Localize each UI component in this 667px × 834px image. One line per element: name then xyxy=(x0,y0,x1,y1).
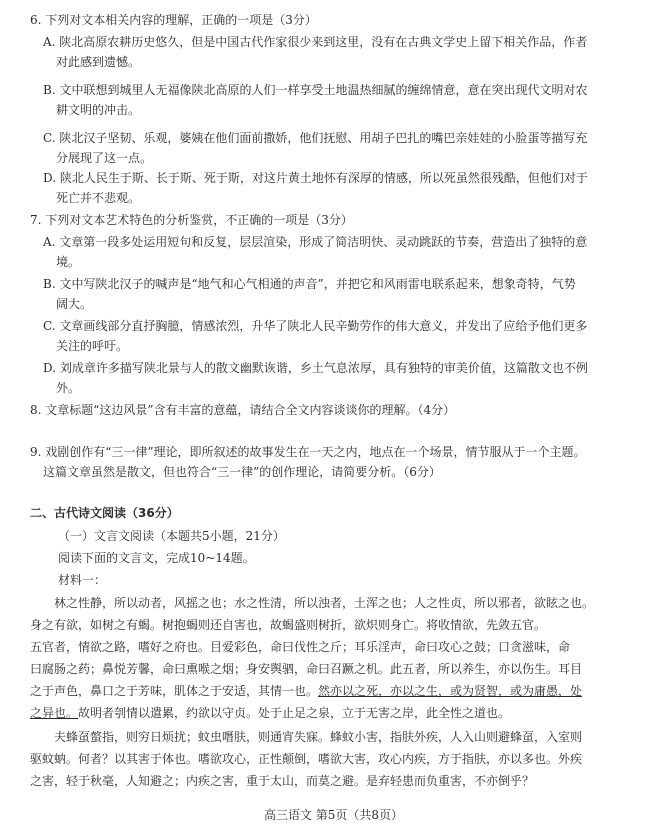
option-text: C. 文章画线部分直抒胸臆，情感浓烈，升华了陕北人民辛勤劳作的伟大意义，并发出了应给予他们更多 xyxy=(43,319,588,333)
material-1-label: 材料一： xyxy=(58,573,107,587)
option-text-cont: 境。 xyxy=(56,255,81,269)
option-text: D. 刘成章许多描写陕北景与人的散文幽默诙谐，乡土气息浓厚，具有独特的审美价值，这篇散文也不例 xyxy=(43,361,588,375)
question-6-option-d xyxy=(43,168,640,208)
question-7-option-a xyxy=(43,232,640,272)
option-text-cont: 外。 xyxy=(56,381,81,395)
section-2-subtitle: （一）文言文阅读（本题共5小题，21分） xyxy=(58,529,285,543)
underlined-sentence: 然亦以之死，亦以之生，或为贤智，或为庸愚，处 xyxy=(318,684,583,698)
underlined-sentence-end: 之异也。 xyxy=(30,706,79,720)
passage-line xyxy=(30,702,636,724)
option-text: B. 文中写陕北汉子的喊声是“地气和心气相通的声音”，并把它和风雨雷电联系起来，想象奇特，气势 xyxy=(43,277,576,291)
question-7-stem: 7. 下列对文本艺术特色的分析鉴赏，不正确的一项是（3分） xyxy=(30,213,353,227)
section-2-instruction: 阅读下面的文言文，完成10~14题。 xyxy=(58,551,255,565)
option-text-cont: 耕文明的冲击。 xyxy=(56,103,141,117)
option-text-cont: 对此感到遗憾。 xyxy=(56,55,141,69)
passage-line xyxy=(30,680,636,702)
option-text-cont: 死亡并不悲观。 xyxy=(56,191,141,205)
passage-line: 身之有欲，如树之有蝎。树抱蝎则还自害也，故蝎盛则树折，欲炽则身亡。将收情欲，先敛五官。 xyxy=(30,618,547,632)
passage-line: 曰腐肠之药；鼻悦芳馨，命曰熏喉之烟；身安舆驷，命曰召蹶之机。此五者，所以养生，亦以伤生。耳目 xyxy=(30,662,583,676)
passage-line: 驱蚊蚋。何者？以其害于体也。嗜欲攻心，正性颠倒，嗜欲大害，攻心内疾，方于指肤，亦以多也。外疾 xyxy=(30,752,583,766)
option-text-cont: 阔大。 xyxy=(56,297,93,311)
passage-line: 林之性静，所以动者，风摇之也；水之性清，所以浊者，土浑之也；人之性贞，所以邪者，欲眩之也。 xyxy=(54,596,595,610)
option-text: A. 陕北高原农耕历史悠久，但是中国古代作家很少来到这里，没有在古典文学史上留下相关作品，作者 xyxy=(43,35,588,49)
passage-paragraph-2 xyxy=(30,726,636,770)
question-7-option-c xyxy=(43,316,640,356)
question-6-option-b xyxy=(43,80,640,120)
option-text-cont: 关注的呼吁。 xyxy=(56,339,129,353)
passage-paragraph-1 xyxy=(30,592,636,724)
passage-paragraph-2-end: 之害，轻于秋毫，人知避之；内疾之害，重于太山，而莫之避。是弃轻患而负重害，不亦倒乎？ xyxy=(30,774,535,788)
option-text-cont: 分展现了这一点。 xyxy=(56,151,153,165)
passage-text: 故明者刳情以遣累，约欲以守贞。处于止足之泉，立于无害之岸，此全性之道也。 xyxy=(78,706,511,720)
option-text: C. 陕北汉子坚韧、乐观，婆姨在他们面前撒娇，他们抚慰、用胡子巴扎的嘴巴亲娃娃的小脸蛋等描写充 xyxy=(43,131,588,145)
passage-text: 之于声色，鼻口之于芳味，肌体之于安适，其情一也。 xyxy=(30,684,319,698)
question-6-stem: 6. 下列对文本相关内容的理解，正确的一项是（3分） xyxy=(30,13,317,27)
option-text: D. 陕北人民生于斯、长于斯、死于斯，对这片黄土地怀有深厚的情感，所以死虽然很残酷，但他们对于 xyxy=(43,171,588,185)
question-9-line1: 9. 戏剧创作有“三一律”理论，即所叙述的故事发生在一天之内，地点在一个场景，情节服从于一个主题。 xyxy=(30,445,586,459)
question-6-option-c xyxy=(43,128,640,168)
section-2-title: 二、古代诗文阅读（36分） xyxy=(30,506,179,520)
question-9-line2: 这篇文章虽然是散文，但也符合“三一律”的创作理论，请简要分析。（6分） xyxy=(43,465,441,479)
passage-line: 夫蜂虿螫指，则穷日烦扰；蚊虫噆肤，则通宵失寐。蜂蚊小害，指肤外疾，人入山则避蜂虿，入室则 xyxy=(54,730,583,744)
question-7-option-d xyxy=(43,358,640,398)
question-7-option-b xyxy=(43,274,640,314)
option-text: A. 文章第一段多处运用短句和反复，层层渲染，形成了简洁明快、灵动跳跃的节奏，营造出了独特的意 xyxy=(43,235,588,249)
passage-line: 五官者，情欲之路，嗜好之府也。目爱彩色，命曰伐性之斤；耳乐淫声，命曰攻心之鼓；口贪滋味，命 xyxy=(30,640,571,654)
question-8: 8. 文章标题“这边风景”含有丰富的意蕴，请结合全文内容谈谈你的理解。（4分） xyxy=(30,403,456,417)
page-footer: 高三语文 第5页（共8页） xyxy=(263,808,404,822)
option-text: B. 文中联想到城里人无福像陕北高原的人们一样享受土地温热细腻的缠绵情意，意在突出现代文明对农 xyxy=(43,83,588,97)
question-6-option-a xyxy=(43,32,640,72)
